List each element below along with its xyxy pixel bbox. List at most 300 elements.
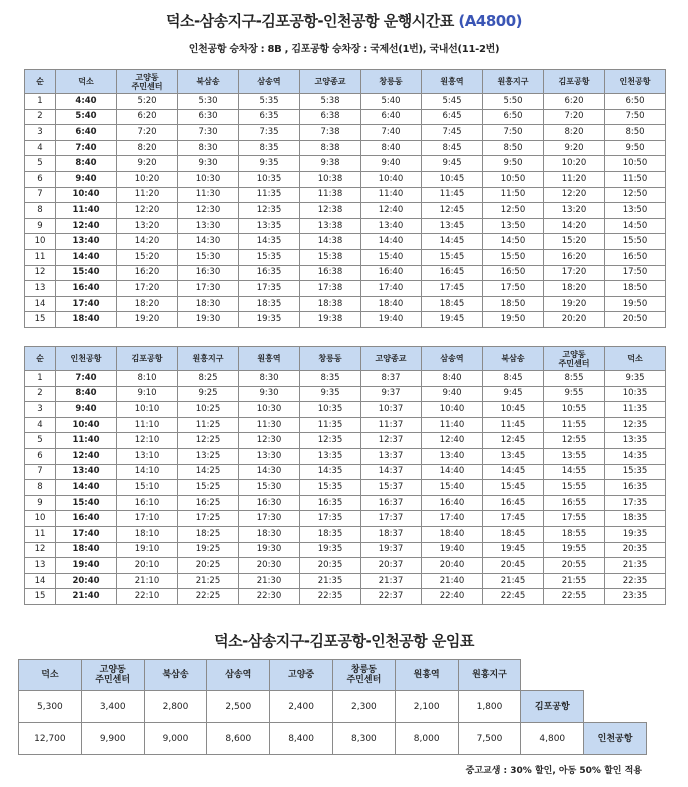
- row-number: 4: [25, 417, 56, 433]
- row-number: 3: [25, 402, 56, 418]
- row-number: 7: [25, 187, 56, 203]
- empty-cell: [521, 660, 584, 691]
- column-header: 인천공항: [605, 70, 666, 94]
- time-cell: 13:45: [483, 448, 544, 464]
- time-cell: 8:10: [117, 371, 178, 387]
- time-cell: 16:35: [300, 495, 361, 511]
- fare-table: [18, 659, 647, 755]
- time-cell: 8:50: [483, 140, 544, 156]
- time-cell: 22:40: [422, 589, 483, 605]
- time-cell: 12:20: [117, 203, 178, 219]
- time-cell: 10:25: [178, 402, 239, 418]
- time-cell: 14:35: [300, 464, 361, 480]
- time-cell: 12:10: [117, 433, 178, 449]
- time-cell: 8:20: [544, 125, 605, 141]
- column-header: 원흥역: [239, 347, 300, 371]
- table-row: [25, 265, 666, 281]
- time-cell: 14:20: [544, 218, 605, 234]
- time-cell: 9:20: [544, 140, 605, 156]
- time-cell: 5:50: [483, 94, 544, 110]
- time-cell: 19:37: [361, 542, 422, 558]
- time-cell: 16:50: [605, 249, 666, 265]
- time-cell: 7:40: [56, 371, 117, 387]
- fare-cell: 9,000: [144, 723, 207, 755]
- time-cell: 17:30: [239, 511, 300, 527]
- time-cell: 21:55: [544, 573, 605, 589]
- time-cell: 19:20: [117, 312, 178, 328]
- time-cell: 22:25: [178, 589, 239, 605]
- time-cell: 11:50: [605, 171, 666, 187]
- time-cell: 14:50: [605, 218, 666, 234]
- time-cell: 15:25: [178, 480, 239, 496]
- table-row: [25, 234, 666, 250]
- fare-stop-header: 덕소: [19, 660, 82, 691]
- time-cell: 6:30: [178, 109, 239, 125]
- table-row: [25, 511, 666, 527]
- time-cell: 16:35: [239, 265, 300, 281]
- time-cell: 12:50: [605, 187, 666, 203]
- time-cell: 8:25: [178, 371, 239, 387]
- time-cell: 10:10: [117, 402, 178, 418]
- time-cell: 19:55: [544, 542, 605, 558]
- time-cell: 8:35: [239, 140, 300, 156]
- time-cell: 10:45: [483, 402, 544, 418]
- time-cell: 10:35: [300, 402, 361, 418]
- time-cell: 18:40: [422, 526, 483, 542]
- time-cell: 21:10: [117, 573, 178, 589]
- fare-header-row: [19, 660, 647, 691]
- time-cell: 19:35: [300, 542, 361, 558]
- time-cell: 7:40: [56, 140, 117, 156]
- time-cell: 12:20: [544, 187, 605, 203]
- time-cell: 17:45: [422, 281, 483, 297]
- time-cell: 12:35: [239, 203, 300, 219]
- time-cell: 13:37: [361, 448, 422, 464]
- row-number: 9: [25, 495, 56, 511]
- time-cell: 12:45: [422, 203, 483, 219]
- row-number: 7: [25, 464, 56, 480]
- time-cell: 11:35: [300, 417, 361, 433]
- column-header: 김포공항: [117, 347, 178, 371]
- row-number: 13: [25, 281, 56, 297]
- column-header: 인천공항: [56, 347, 117, 371]
- row-number: 10: [25, 234, 56, 250]
- time-cell: 11:25: [178, 417, 239, 433]
- time-cell: 14:20: [117, 234, 178, 250]
- table-row: [25, 386, 666, 402]
- time-cell: 16:38: [300, 265, 361, 281]
- fare-label-incheon: 인천공항: [584, 723, 647, 755]
- time-cell: 14:10: [117, 464, 178, 480]
- row-number: 15: [25, 589, 56, 605]
- time-cell: 20:10: [117, 558, 178, 574]
- time-cell: 17:50: [605, 265, 666, 281]
- time-cell: 15:10: [117, 480, 178, 496]
- column-header: 삼송역: [422, 347, 483, 371]
- time-cell: 22:10: [117, 589, 178, 605]
- fare-title: 덕소-삼송지구-김포공항-인천공항 운임표: [214, 632, 474, 650]
- time-cell: 9:37: [361, 386, 422, 402]
- time-cell: 13:45: [422, 218, 483, 234]
- row-number: 1: [25, 94, 56, 110]
- fare-stop-header: 고양중: [270, 660, 333, 691]
- time-cell: 15:20: [117, 249, 178, 265]
- time-cell: 14:37: [361, 464, 422, 480]
- time-cell: 6:38: [300, 109, 361, 125]
- column-header: 원흥지구: [178, 347, 239, 371]
- time-cell: 14:40: [422, 464, 483, 480]
- time-cell: 22:35: [605, 573, 666, 589]
- time-cell: 11:40: [56, 203, 117, 219]
- time-cell: 6:40: [361, 109, 422, 125]
- column-header: 북삼송: [178, 70, 239, 94]
- time-cell: 13:25: [178, 448, 239, 464]
- time-cell: 11:30: [239, 417, 300, 433]
- route-code: (A4800): [458, 12, 522, 30]
- time-cell: 8:55: [544, 371, 605, 387]
- time-cell: 14:30: [178, 234, 239, 250]
- time-cell: 4:40: [56, 94, 117, 110]
- time-cell: 7:38: [300, 125, 361, 141]
- time-cell: 11:10: [117, 417, 178, 433]
- time-cell: 14:30: [239, 464, 300, 480]
- time-cell: 17:55: [544, 511, 605, 527]
- table-row: [25, 371, 666, 387]
- time-cell: 19:45: [422, 312, 483, 328]
- time-cell: 16:30: [178, 265, 239, 281]
- column-header: 김포공항: [544, 70, 605, 94]
- column-header: 덕소: [56, 70, 117, 94]
- time-cell: 8:20: [117, 140, 178, 156]
- time-cell: 19:40: [361, 312, 422, 328]
- time-cell: 17:38: [300, 281, 361, 297]
- time-cell: 6:20: [117, 109, 178, 125]
- time-cell: 13:30: [239, 448, 300, 464]
- column-header: 고양동 주민센터: [117, 70, 178, 94]
- fare-stop-header: 삼송역: [207, 660, 270, 691]
- time-cell: 5:35: [239, 94, 300, 110]
- time-cell: 5:45: [422, 94, 483, 110]
- time-cell: 21:37: [361, 573, 422, 589]
- time-cell: 19:30: [178, 312, 239, 328]
- table-row: [25, 573, 666, 589]
- time-cell: 18:20: [117, 296, 178, 312]
- time-cell: 20:40: [422, 558, 483, 574]
- time-cell: 22:30: [239, 589, 300, 605]
- table-row: [25, 109, 666, 125]
- time-cell: 7:45: [422, 125, 483, 141]
- time-cell: 19:25: [178, 542, 239, 558]
- time-cell: 18:40: [361, 296, 422, 312]
- row-number: 12: [25, 542, 56, 558]
- column-header: 순: [25, 347, 56, 371]
- time-cell: 17:40: [56, 296, 117, 312]
- time-cell: 18:35: [605, 511, 666, 527]
- time-cell: 11:37: [361, 417, 422, 433]
- table-row: [25, 187, 666, 203]
- time-cell: 17:35: [300, 511, 361, 527]
- time-cell: 9:25: [178, 386, 239, 402]
- table-row: [25, 542, 666, 558]
- column-header: 창릉동: [300, 347, 361, 371]
- time-cell: 9:10: [117, 386, 178, 402]
- time-cell: 22:35: [300, 589, 361, 605]
- time-cell: 17:20: [544, 265, 605, 281]
- time-cell: 19:35: [239, 312, 300, 328]
- time-cell: 9:35: [300, 386, 361, 402]
- time-cell: 6:50: [483, 109, 544, 125]
- time-cell: 10:35: [605, 386, 666, 402]
- time-cell: 16:37: [361, 495, 422, 511]
- time-cell: 14:40: [361, 234, 422, 250]
- time-cell: 8:50: [605, 125, 666, 141]
- time-cell: 11:55: [544, 417, 605, 433]
- time-cell: 21:30: [239, 573, 300, 589]
- page-title: [0, 10, 688, 31]
- time-cell: 15:45: [483, 480, 544, 496]
- time-cell: 9:30: [239, 386, 300, 402]
- fare-cell: 2,800: [144, 691, 207, 723]
- time-cell: 15:20: [544, 234, 605, 250]
- time-cell: 10:40: [361, 171, 422, 187]
- time-cell: 7:35: [239, 125, 300, 141]
- time-cell: 16:45: [422, 265, 483, 281]
- time-cell: 11:45: [422, 187, 483, 203]
- time-cell: 18:37: [361, 526, 422, 542]
- timetable-inbound: [24, 346, 666, 605]
- time-cell: 20:45: [483, 558, 544, 574]
- fare-stop-header: 창릉동 주민센터: [332, 660, 395, 691]
- time-cell: 12:35: [300, 433, 361, 449]
- time-cell: 16:55: [544, 495, 605, 511]
- fare-cell: 2,100: [395, 691, 458, 723]
- time-cell: 11:40: [56, 433, 117, 449]
- column-header: 덕소: [605, 347, 666, 371]
- time-cell: 17:45: [483, 511, 544, 527]
- time-cell: 19:35: [605, 526, 666, 542]
- time-cell: 18:20: [544, 281, 605, 297]
- time-cell: 19:10: [117, 542, 178, 558]
- time-cell: 21:40: [422, 573, 483, 589]
- column-header: 북삼송: [483, 347, 544, 371]
- row-number: 1: [25, 371, 56, 387]
- time-cell: 8:45: [483, 371, 544, 387]
- time-cell: 13:20: [544, 203, 605, 219]
- fare-cell: 8,000: [395, 723, 458, 755]
- time-cell: 20:30: [239, 558, 300, 574]
- fare-stop-header: 북삼송: [144, 660, 207, 691]
- time-cell: 19:20: [544, 296, 605, 312]
- row-number: 4: [25, 140, 56, 156]
- time-cell: 16:40: [361, 265, 422, 281]
- time-cell: 12:40: [422, 433, 483, 449]
- time-cell: 10:30: [178, 171, 239, 187]
- time-cell: 5:30: [178, 94, 239, 110]
- fare-cell: 8,400: [270, 723, 333, 755]
- time-cell: 12:40: [361, 203, 422, 219]
- column-header: 원흥역: [422, 70, 483, 94]
- time-cell: 16:20: [544, 249, 605, 265]
- time-cell: 9:40: [56, 171, 117, 187]
- time-cell: 10:40: [56, 417, 117, 433]
- time-cell: 18:50: [605, 281, 666, 297]
- time-cell: 15:50: [605, 234, 666, 250]
- time-cell: 17:30: [178, 281, 239, 297]
- time-cell: 17:35: [605, 495, 666, 511]
- fare-cell: 4,800: [521, 723, 584, 755]
- time-cell: 8:40: [56, 156, 117, 172]
- time-cell: 18:35: [300, 526, 361, 542]
- time-cell: 19:45: [483, 542, 544, 558]
- time-cell: 14:40: [56, 249, 117, 265]
- time-cell: 11:35: [239, 187, 300, 203]
- time-cell: 16:30: [239, 495, 300, 511]
- time-cell: 15:35: [239, 249, 300, 265]
- time-cell: 12:40: [56, 218, 117, 234]
- time-cell: 18:40: [56, 312, 117, 328]
- time-cell: 15:40: [56, 265, 117, 281]
- time-cell: 20:35: [300, 558, 361, 574]
- time-cell: 20:35: [605, 542, 666, 558]
- time-cell: 8:40: [361, 140, 422, 156]
- time-cell: 9:40: [422, 386, 483, 402]
- time-cell: 23:35: [605, 589, 666, 605]
- time-cell: 22:55: [544, 589, 605, 605]
- time-cell: 9:40: [56, 402, 117, 418]
- title-main: 덕소-삼송지구-김포공항-인천공항 운행시간표: [165, 12, 459, 30]
- time-cell: 5:40: [361, 94, 422, 110]
- time-cell: 21:25: [178, 573, 239, 589]
- row-number: 5: [25, 433, 56, 449]
- table-row: [25, 125, 666, 141]
- time-cell: 21:45: [483, 573, 544, 589]
- column-header: 창릉동: [361, 70, 422, 94]
- empty-cell: [584, 691, 647, 723]
- time-cell: 16:35: [605, 480, 666, 496]
- time-cell: 11:35: [605, 402, 666, 418]
- time-cell: 9:50: [483, 156, 544, 172]
- time-cell: 19:40: [56, 558, 117, 574]
- time-cell: 16:40: [56, 281, 117, 297]
- row-number: 12: [25, 265, 56, 281]
- time-cell: 21:40: [56, 589, 117, 605]
- time-cell: 12:45: [483, 433, 544, 449]
- time-cell: 8:37: [361, 371, 422, 387]
- time-cell: 6:50: [605, 94, 666, 110]
- time-cell: 17:20: [117, 281, 178, 297]
- fare-stop-header: 원흥지구: [458, 660, 521, 691]
- time-cell: 16:20: [117, 265, 178, 281]
- column-header: 순: [25, 70, 56, 94]
- time-cell: 8:40: [422, 371, 483, 387]
- timetable-outbound: [24, 69, 666, 328]
- time-cell: 20:25: [178, 558, 239, 574]
- time-cell: 22:37: [361, 589, 422, 605]
- time-cell: 15:45: [422, 249, 483, 265]
- time-cell: 14:25: [178, 464, 239, 480]
- row-number: 8: [25, 480, 56, 496]
- table-row: [25, 589, 666, 605]
- time-cell: 15:40: [56, 495, 117, 511]
- time-cell: 19:40: [422, 542, 483, 558]
- header-row: [25, 70, 666, 94]
- fare-cell: 2,500: [207, 691, 270, 723]
- time-cell: 15:37: [361, 480, 422, 496]
- time-cell: 15:50: [483, 249, 544, 265]
- time-cell: 20:20: [544, 312, 605, 328]
- boarding-info: 인천공항 승차장 : 8B , 김포공항 승차장 : 국제선(1번), 국내선(11-2번): [188, 44, 500, 55]
- row-number: 11: [25, 526, 56, 542]
- time-cell: 11:30: [178, 187, 239, 203]
- time-cell: 11:50: [483, 187, 544, 203]
- time-cell: 13:55: [544, 448, 605, 464]
- column-header: 삼송역: [239, 70, 300, 94]
- time-cell: 18:10: [117, 526, 178, 542]
- fare-row-gimpo: [19, 691, 647, 723]
- time-cell: 16:40: [56, 511, 117, 527]
- time-cell: 8:38: [300, 140, 361, 156]
- time-cell: 10:30: [239, 402, 300, 418]
- time-cell: 18:40: [56, 542, 117, 558]
- time-cell: 11:20: [117, 187, 178, 203]
- row-number: 3: [25, 125, 56, 141]
- time-cell: 13:35: [605, 433, 666, 449]
- time-cell: 13:35: [239, 218, 300, 234]
- row-number: 11: [25, 249, 56, 265]
- time-cell: 18:45: [422, 296, 483, 312]
- fare-cell: 2,400: [270, 691, 333, 723]
- time-cell: 10:40: [56, 187, 117, 203]
- column-header: 원흥지구: [483, 70, 544, 94]
- column-header: 고양종교: [361, 347, 422, 371]
- time-cell: 13:50: [605, 203, 666, 219]
- time-cell: 13:40: [422, 448, 483, 464]
- time-cell: 13:40: [361, 218, 422, 234]
- time-cell: 17:50: [483, 281, 544, 297]
- fare-cell: 3,400: [81, 691, 144, 723]
- time-cell: 9:35: [605, 371, 666, 387]
- time-cell: 14:38: [300, 234, 361, 250]
- time-cell: 13:20: [117, 218, 178, 234]
- time-cell: 9:20: [117, 156, 178, 172]
- table-row: [25, 249, 666, 265]
- time-cell: 13:10: [117, 448, 178, 464]
- time-cell: 17:40: [56, 526, 117, 542]
- time-cell: 9:30: [178, 156, 239, 172]
- time-cell: 12:50: [483, 203, 544, 219]
- time-cell: 14:55: [544, 464, 605, 480]
- time-cell: 11:40: [361, 187, 422, 203]
- time-cell: 13:50: [483, 218, 544, 234]
- fare-cell: 9,900: [81, 723, 144, 755]
- table-row: [25, 448, 666, 464]
- time-cell: 9:55: [544, 386, 605, 402]
- fare-label-gimpo: 김포공항: [521, 691, 584, 723]
- time-cell: 14:35: [605, 448, 666, 464]
- time-cell: 14:45: [483, 464, 544, 480]
- fare-cell: 8,300: [332, 723, 395, 755]
- time-cell: 7:20: [544, 109, 605, 125]
- time-cell: 17:40: [422, 511, 483, 527]
- time-cell: 12:38: [300, 203, 361, 219]
- table-row: [25, 558, 666, 574]
- time-cell: 21:35: [300, 573, 361, 589]
- time-cell: 16:10: [117, 495, 178, 511]
- time-cell: 11:20: [544, 171, 605, 187]
- time-cell: 8:40: [56, 386, 117, 402]
- time-cell: 15:55: [544, 480, 605, 496]
- time-cell: 17:35: [239, 281, 300, 297]
